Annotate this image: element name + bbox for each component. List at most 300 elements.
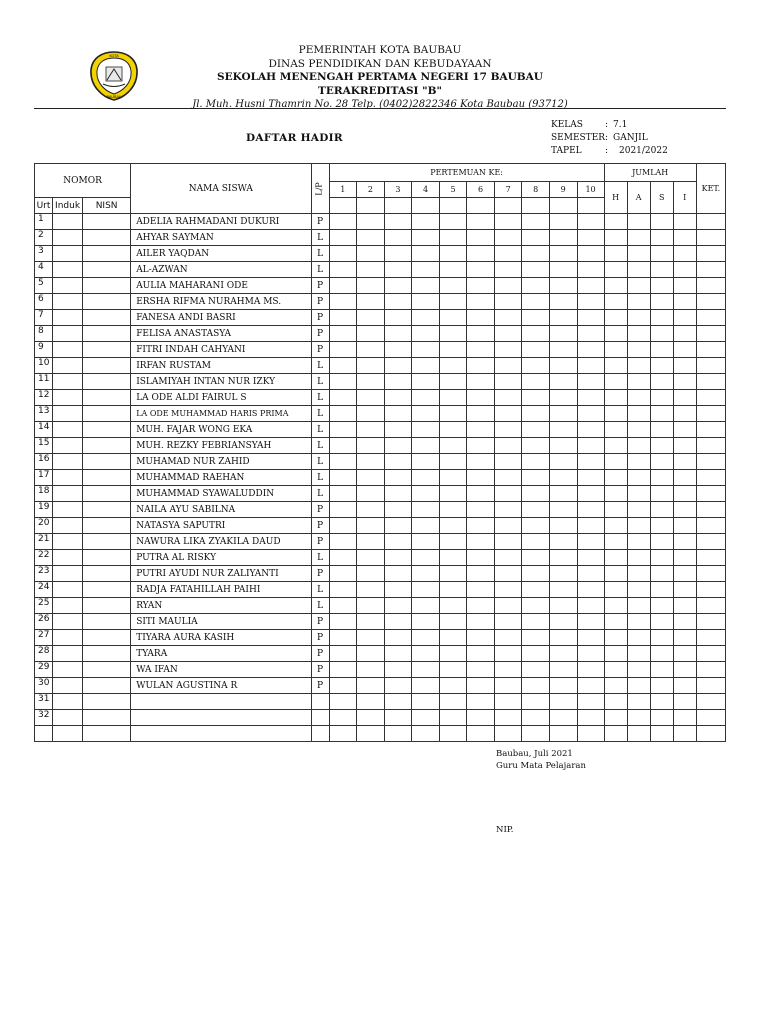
attendance-cell <box>494 502 522 518</box>
attendance-cell <box>329 662 357 678</box>
nisn-cell <box>83 406 131 422</box>
jumlah-cell <box>604 470 627 486</box>
induk-cell <box>53 518 83 534</box>
student-gender: P <box>311 518 329 534</box>
jumlah-cell <box>627 342 650 358</box>
attendance-cell <box>412 374 440 390</box>
attendance-cell <box>549 486 577 502</box>
attendance-cell <box>494 406 522 422</box>
induk-cell <box>53 486 83 502</box>
induk-cell <box>53 294 83 310</box>
jumlah-cell <box>604 358 627 374</box>
meeting-subheader-cell <box>412 198 440 214</box>
table-row <box>35 662 726 678</box>
attendance-cell <box>384 214 412 230</box>
jumlah-cell <box>673 390 696 406</box>
attendance-cell <box>439 326 467 342</box>
attendance-cell <box>467 598 495 614</box>
attendance-cell <box>467 550 495 566</box>
attendance-cell <box>329 630 357 646</box>
jumlah-cell <box>604 326 627 342</box>
table-row <box>35 726 726 742</box>
attendance-cell <box>357 550 385 566</box>
attendance-cell <box>439 422 467 438</box>
logo-text-bottom: BAUBAU <box>106 95 122 99</box>
attendance-cell <box>522 614 550 630</box>
student-gender: P <box>311 630 329 646</box>
jumlah-cell <box>627 630 650 646</box>
jumlah-cell <box>650 630 673 646</box>
nisn-cell <box>83 502 131 518</box>
induk-cell <box>53 230 83 246</box>
student-name: ADELIA RAHMADANI DUKURI <box>131 214 311 230</box>
meeting-number-header: 9 <box>549 182 577 198</box>
student-gender: L <box>311 438 329 454</box>
attendance-cell <box>577 294 604 310</box>
attendance-cell <box>549 342 577 358</box>
meeting-number-header: 2 <box>357 182 385 198</box>
attendance-cell <box>577 646 604 662</box>
student-name: TYARA <box>131 646 311 662</box>
attendance-cell <box>467 486 495 502</box>
jumlah-cell <box>604 310 627 326</box>
attendance-cell <box>577 550 604 566</box>
jumlah-cell <box>604 502 627 518</box>
jumlah-cell <box>673 502 696 518</box>
jumlah-cell <box>604 726 627 742</box>
row-number: 17 <box>35 470 53 486</box>
attendance-cell <box>357 518 385 534</box>
nisn-cell <box>83 326 131 342</box>
attendance-cell <box>439 710 467 726</box>
attendance-cell <box>522 230 550 246</box>
nisn-cell <box>83 566 131 582</box>
row-number: 30 <box>35 678 53 694</box>
jumlah-cell <box>627 534 650 550</box>
attendance-cell <box>549 582 577 598</box>
table-row <box>35 342 726 358</box>
attendance-cell <box>384 502 412 518</box>
attendance-cell <box>577 502 604 518</box>
attendance-cell <box>329 246 357 262</box>
attendance-cell <box>494 518 522 534</box>
attendance-cell <box>439 566 467 582</box>
row-number: 20 <box>35 518 53 534</box>
jumlah-cell <box>604 454 627 470</box>
attendance-cell <box>522 534 550 550</box>
nisn-cell <box>83 310 131 326</box>
meeting-number-header: 7 <box>494 182 522 198</box>
row-number: 9 <box>35 342 53 358</box>
attendance-cell <box>494 710 522 726</box>
student-name <box>131 710 311 726</box>
jumlah-cell <box>627 662 650 678</box>
attendance-cell <box>467 694 495 710</box>
attendance-cell <box>439 678 467 694</box>
student-name: SITI MAULIA <box>131 614 311 630</box>
jumlah-cell <box>604 438 627 454</box>
ket-cell <box>696 694 725 710</box>
induk-cell <box>53 630 83 646</box>
nisn-cell <box>83 726 131 742</box>
nisn-cell <box>83 662 131 678</box>
meeting-number-header: 4 <box>412 182 440 198</box>
row-number: 3 <box>35 246 53 262</box>
attendance-cell <box>357 678 385 694</box>
attendance-cell <box>439 502 467 518</box>
table-row <box>35 438 726 454</box>
induk-cell <box>53 214 83 230</box>
class-info-row <box>551 132 668 145</box>
attendance-cell <box>467 358 495 374</box>
student-name: AILER YAQDAN <box>131 246 311 262</box>
attendance-cell <box>549 214 577 230</box>
jumlah-cell <box>650 406 673 422</box>
attendance-cell <box>329 534 357 550</box>
attendance-cell <box>439 582 467 598</box>
attendance-cell <box>439 406 467 422</box>
meeting-subheader-cell <box>329 198 357 214</box>
jumlah-cell <box>650 582 673 598</box>
info-key: KELAS <box>551 120 583 130</box>
attendance-cell <box>522 486 550 502</box>
attendance-cell <box>439 310 467 326</box>
jumlah-col-header: S <box>650 182 673 214</box>
ket-cell <box>696 614 725 630</box>
nisn-cell <box>83 710 131 726</box>
table-row <box>35 406 726 422</box>
row-number: 26 <box>35 614 53 630</box>
attendance-cell <box>412 694 440 710</box>
ket-cell <box>696 342 725 358</box>
attendance-cell <box>494 630 522 646</box>
ket-cell <box>696 678 725 694</box>
jumlah-cell <box>650 614 673 630</box>
student-gender: L <box>311 486 329 502</box>
jumlah-cell <box>673 518 696 534</box>
attendance-cell <box>467 406 495 422</box>
induk-cell <box>53 310 83 326</box>
attendance-cell <box>412 454 440 470</box>
student-name: MUHAMAD NUR ZAHID <box>131 454 311 470</box>
nisn-cell <box>83 582 131 598</box>
attendance-cell <box>329 710 357 726</box>
row-number: 13 <box>35 406 53 422</box>
attendance-cell <box>439 230 467 246</box>
info-sep: : <box>605 146 609 156</box>
student-name: WULAN AGUSTINA R <box>131 678 311 694</box>
induk-cell <box>53 582 83 598</box>
signature-nip: NIP. <box>496 825 514 835</box>
jumlah-cell <box>673 566 696 582</box>
meeting-subheader-cell <box>522 198 550 214</box>
attendance-cell <box>467 374 495 390</box>
student-name: NAILA AYU SABILNA <box>131 502 311 518</box>
student-gender: P <box>311 614 329 630</box>
attendance-cell <box>439 294 467 310</box>
student-name: NAWURA LIKA ZYAKILA DAUD <box>131 534 311 550</box>
nisn-cell <box>83 230 131 246</box>
jumlah-cell <box>673 310 696 326</box>
jumlah-cell <box>673 406 696 422</box>
info-key: SEMESTER <box>551 133 606 143</box>
attendance-cell <box>412 646 440 662</box>
row-number: 21 <box>35 534 53 550</box>
info-value: 2021/2022 <box>619 146 668 156</box>
jumlah-cell <box>604 630 627 646</box>
attendance-cell <box>577 230 604 246</box>
jumlah-cell <box>627 678 650 694</box>
attendance-cell <box>467 454 495 470</box>
table-row <box>35 310 726 326</box>
jumlah-cell <box>673 422 696 438</box>
attendance-cell <box>384 454 412 470</box>
meeting-subheader-cell <box>384 198 412 214</box>
jumlah-cell <box>673 262 696 278</box>
ket-cell <box>696 726 725 742</box>
attendance-cell <box>384 598 412 614</box>
student-gender: P <box>311 310 329 326</box>
jumlah-cell <box>650 278 673 294</box>
attendance-cell <box>577 614 604 630</box>
ket-cell <box>696 230 725 246</box>
student-name: FELISA ANASTASYA <box>131 326 311 342</box>
jumlah-cell <box>650 534 673 550</box>
jumlah-cell <box>627 502 650 518</box>
attendance-cell <box>577 694 604 710</box>
jumlah-cell <box>650 566 673 582</box>
jumlah-cell <box>627 214 650 230</box>
attendance-cell <box>549 502 577 518</box>
attendance-cell <box>439 518 467 534</box>
jumlah-cell <box>673 214 696 230</box>
jumlah-cell <box>627 470 650 486</box>
attendance-cell <box>412 390 440 406</box>
jumlah-cell <box>604 662 627 678</box>
jumlah-cell <box>627 390 650 406</box>
attendance-cell <box>577 422 604 438</box>
jumlah-cell <box>673 694 696 710</box>
student-gender: P <box>311 294 329 310</box>
attendance-cell <box>577 662 604 678</box>
row-number: 19 <box>35 502 53 518</box>
student-gender <box>311 710 329 726</box>
induk-cell <box>53 534 83 550</box>
attendance-cell <box>439 630 467 646</box>
jumlah-cell <box>650 390 673 406</box>
attendance-cell <box>467 646 495 662</box>
jumlah-cell <box>650 358 673 374</box>
jumlah-cell <box>627 262 650 278</box>
ket-cell <box>696 262 725 278</box>
attendance-cell <box>522 630 550 646</box>
student-name: MUH. FAJAR WONG EKA <box>131 422 311 438</box>
attendance-cell <box>329 230 357 246</box>
attendance-cell <box>494 230 522 246</box>
jumlah-cell <box>650 598 673 614</box>
nisn-cell <box>83 534 131 550</box>
jumlah-cell <box>673 550 696 566</box>
jumlah-cell <box>604 278 627 294</box>
nisn-cell <box>83 598 131 614</box>
attendance-cell <box>384 390 412 406</box>
induk-cell <box>53 662 83 678</box>
nisn-cell <box>83 422 131 438</box>
attendance-cell <box>577 374 604 390</box>
attendance-cell <box>467 214 495 230</box>
jumlah-cell <box>673 438 696 454</box>
table-row <box>35 230 726 246</box>
attendance-cell <box>412 422 440 438</box>
table-row <box>35 710 726 726</box>
student-name: FANESA ANDI BASRI <box>131 310 311 326</box>
attendance-cell <box>522 598 550 614</box>
jumlah-cell <box>650 502 673 518</box>
row-number: 31 <box>35 694 53 710</box>
jumlah-cell <box>604 550 627 566</box>
attendance-cell <box>412 550 440 566</box>
attendance-cell <box>439 534 467 550</box>
student-name: PUTRI AYUDI NUR ZALIYANTI <box>131 566 311 582</box>
attendance-cell <box>329 278 357 294</box>
table-row <box>35 374 726 390</box>
student-gender <box>311 726 329 742</box>
attendance-cell <box>467 326 495 342</box>
attendance-cell <box>384 630 412 646</box>
attendance-cell <box>467 630 495 646</box>
student-gender: P <box>311 566 329 582</box>
attendance-cell <box>384 262 412 278</box>
jumlah-cell <box>627 710 650 726</box>
nisn-cell <box>83 278 131 294</box>
attendance-cell <box>549 518 577 534</box>
jumlah-cell <box>627 438 650 454</box>
attendance-cell <box>357 486 385 502</box>
attendance-cell <box>467 310 495 326</box>
jumlah-cell <box>627 582 650 598</box>
attendance-cell <box>522 694 550 710</box>
meeting-subheader-cell <box>549 198 577 214</box>
attendance-cell <box>439 646 467 662</box>
row-number: 6 <box>35 294 53 310</box>
signature-role: Guru Mata Pelajaran <box>496 761 586 771</box>
jumlah-cell <box>673 534 696 550</box>
attendance-cell <box>439 694 467 710</box>
table-row <box>35 486 726 502</box>
jumlah-cell <box>650 678 673 694</box>
attendance-cell <box>549 390 577 406</box>
table-row <box>35 598 726 614</box>
attendance-cell <box>412 230 440 246</box>
induk-cell <box>53 694 83 710</box>
jumlah-cell <box>673 246 696 262</box>
row-number <box>35 726 53 742</box>
attendance-cell <box>357 566 385 582</box>
table-row <box>35 214 726 230</box>
row-number: 4 <box>35 262 53 278</box>
attendance-cell <box>439 470 467 486</box>
attendance-cell <box>439 486 467 502</box>
attendance-cell <box>549 726 577 742</box>
meeting-number-header: 5 <box>439 182 467 198</box>
attendance-cell <box>577 518 604 534</box>
attendance-cell <box>439 214 467 230</box>
jumlah-cell <box>627 646 650 662</box>
row-number: 7 <box>35 310 53 326</box>
jumlah-cell <box>650 438 673 454</box>
jumlah-cell <box>673 278 696 294</box>
table-row <box>35 294 726 310</box>
jumlah-cell <box>604 390 627 406</box>
attendance-cell <box>357 406 385 422</box>
attendance-cell <box>494 294 522 310</box>
jumlah-cell <box>627 230 650 246</box>
attendance-cell <box>577 486 604 502</box>
nama-siswa-header: NAMA SISWA <box>131 164 311 214</box>
attendance-cell <box>577 406 604 422</box>
attendance-cell <box>549 550 577 566</box>
induk-cell <box>53 358 83 374</box>
meeting-subheader-cell <box>577 198 604 214</box>
ket-cell <box>696 214 725 230</box>
row-number: 2 <box>35 230 53 246</box>
ket-cell <box>696 710 725 726</box>
attendance-cell <box>467 502 495 518</box>
student-gender: L <box>311 374 329 390</box>
jumlah-cell <box>627 358 650 374</box>
attendance-cell <box>494 678 522 694</box>
induk-cell <box>53 566 83 582</box>
attendance-cell <box>549 710 577 726</box>
jumlah-cell <box>650 294 673 310</box>
student-gender: L <box>311 262 329 278</box>
attendance-cell <box>357 374 385 390</box>
jumlah-cell <box>604 646 627 662</box>
attendance-cell <box>384 710 412 726</box>
attendance-cell <box>357 358 385 374</box>
jumlah-cell <box>604 598 627 614</box>
attendance-cell <box>494 214 522 230</box>
attendance-cell <box>329 614 357 630</box>
government-name: PEMERINTAH KOTA BAUBAU <box>298 44 462 56</box>
attendance-cell <box>412 486 440 502</box>
attendance-cell <box>329 502 357 518</box>
attendance-cell <box>467 390 495 406</box>
meeting-subheader-cell <box>439 198 467 214</box>
induk-cell <box>53 710 83 726</box>
attendance-cell <box>577 470 604 486</box>
attendance-cell <box>384 566 412 582</box>
jumlah-cell <box>673 294 696 310</box>
attendance-cell <box>549 278 577 294</box>
induk-cell <box>53 390 83 406</box>
class-info-row <box>551 145 668 158</box>
lp-header-label: L/P <box>315 181 325 196</box>
induk-cell <box>53 470 83 486</box>
attendance-cell <box>467 518 495 534</box>
row-number: 24 <box>35 582 53 598</box>
attendance-cell <box>384 422 412 438</box>
meeting-subheader-cell <box>494 198 522 214</box>
induk-cell <box>53 726 83 742</box>
attendance-cell <box>384 326 412 342</box>
jumlah-cell <box>604 374 627 390</box>
student-gender: P <box>311 646 329 662</box>
jumlah-cell <box>627 694 650 710</box>
attendance-cell <box>522 374 550 390</box>
induk-cell <box>53 262 83 278</box>
student-name: ISLAMIYAH INTAN NUR IZKY <box>131 374 311 390</box>
